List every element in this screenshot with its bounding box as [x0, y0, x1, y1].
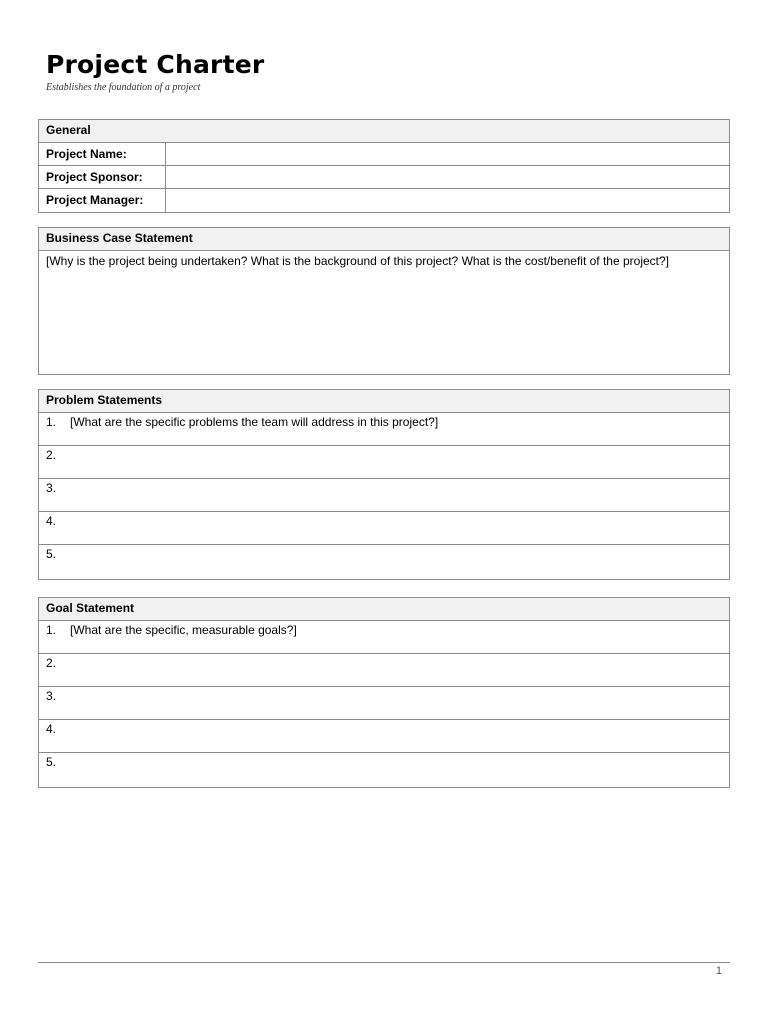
problem-item-text[interactable]: [What are the specific problems the team will address in this project?] — [70, 415, 439, 429]
goal-item-text[interactable] — [70, 688, 722, 719]
problem-statements-heading: Problem Statements — [39, 390, 729, 413]
problem-item[interactable] — [39, 545, 729, 578]
project-manager-label: Project Manager: — [39, 189, 166, 213]
page-title: Project Charter — [46, 50, 265, 79]
goal-statement-section — [38, 597, 730, 788]
business-case-section — [38, 227, 730, 375]
goal-item-number: 5. — [46, 755, 57, 769]
goal-item[interactable] — [39, 654, 729, 687]
project-sponsor-label: Project Sponsor: — [39, 166, 166, 188]
goal-item-number: 1. — [46, 623, 57, 637]
problem-item-number: 3. — [46, 481, 57, 495]
general-heading: General — [39, 120, 729, 143]
footer-divider — [38, 962, 730, 963]
goal-item[interactable] — [39, 720, 729, 753]
problem-item[interactable] — [39, 446, 729, 479]
business-case-field[interactable]: [Why is the project being undertaken? What is the background of this project? What is the cost/benefit of the project?] — [46, 254, 670, 268]
problem-item-text[interactable] — [70, 513, 722, 544]
goal-item-number: 2. — [46, 656, 57, 670]
problem-item[interactable] — [39, 479, 729, 512]
problem-item-number: 2. — [46, 448, 57, 462]
goal-item-text[interactable] — [70, 754, 722, 786]
problem-item[interactable] — [39, 413, 729, 446]
goal-statement-heading: Goal Statement — [39, 598, 729, 621]
goal-item-text[interactable]: [What are the specific, measurable goals?] — [70, 623, 297, 637]
project-name-row — [39, 143, 729, 166]
problem-item-number: 5. — [46, 547, 57, 561]
project-manager-row — [39, 189, 729, 213]
goal-item-number: 3. — [46, 689, 57, 703]
goal-item[interactable] — [39, 687, 729, 720]
goal-item-text[interactable] — [70, 721, 722, 752]
problem-statements-section — [38, 389, 730, 580]
project-name-label: Project Name: — [39, 143, 166, 165]
problem-item-number: 4. — [46, 514, 57, 528]
goal-item-text[interactable] — [70, 655, 722, 686]
problem-item[interactable] — [39, 512, 729, 545]
goal-item[interactable] — [39, 621, 729, 654]
problem-item-text[interactable] — [70, 546, 722, 578]
project-sponsor-field[interactable] — [166, 166, 729, 188]
business-case-heading: Business Case Statement — [39, 228, 729, 251]
project-manager-field[interactable] — [166, 189, 729, 213]
project-name-field[interactable] — [166, 143, 729, 165]
goal-item-number: 4. — [46, 722, 57, 736]
goal-item[interactable] — [39, 753, 729, 786]
project-sponsor-row — [39, 166, 729, 189]
page-subtitle: Establishes the foundation of a project — [46, 82, 201, 93]
problem-item-text[interactable] — [70, 480, 722, 511]
problem-item-number: 1. — [46, 415, 57, 429]
problem-item-text[interactable] — [70, 447, 722, 478]
general-section — [38, 119, 730, 213]
page-number: 1 — [715, 965, 722, 977]
